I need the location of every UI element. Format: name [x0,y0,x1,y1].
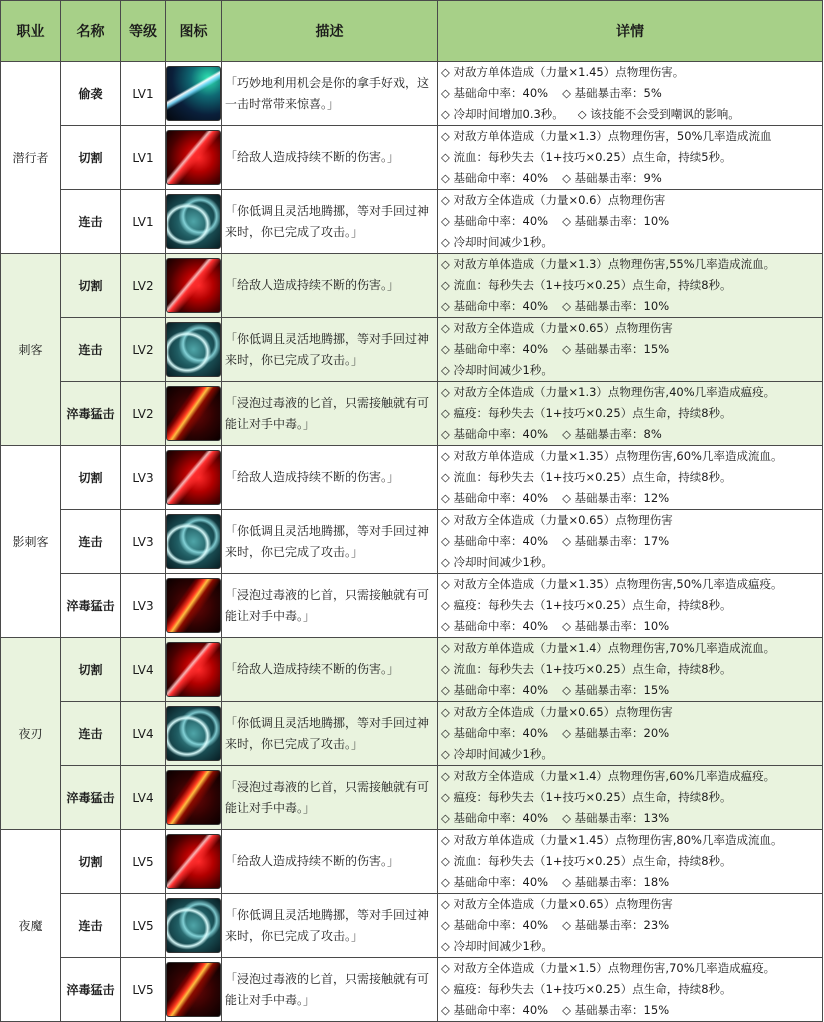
skill-level: LV4 [121,766,166,830]
detail-text: ◇ 基础命中率：40% [441,342,549,356]
table-row [1,574,823,638]
table-row [1,190,823,254]
table-row [1,958,823,1022]
skill-name: 切割 [61,254,121,318]
job-cell: 夜刃 [1,638,61,830]
detail-text: ◇ 冷却时间减少1秒。 [441,235,553,249]
detail-text: ◇ 流血：每秒失去（1+技巧×0.25）点生命，持续8秒。 [441,278,732,292]
skill-details [438,894,823,958]
skill-name: 淬毒猛击 [61,766,121,830]
detail-text: ◇ 瘟疫：每秒失去（1+技巧×0.25）点生命，持续8秒。 [441,406,732,420]
combo-icon [166,514,221,569]
skill-description: 「你低调且灵活地腾挪，等对手回过神来时，你已完成了攻击。」 [222,894,438,958]
detail-text-secondary: ◇ 基础暴击率：15% [562,1003,670,1017]
detail-text: ◇ 流血：每秒失去（1+技巧×0.25）点生命，持续8秒。 [441,470,732,484]
detail-line [441,851,819,872]
detail-line [441,595,819,616]
skill-level: LV3 [121,510,166,574]
detail-line [441,510,819,531]
detail-line [441,147,819,168]
detail-text: ◇ 基础命中率：40% [441,86,549,100]
detail-text: ◇ 流血：每秒失去（1+技巧×0.25）点生命，持续8秒。 [441,662,732,676]
detail-line [441,382,819,403]
skill-description: 「浸泡过毒液的匕首，只需接触就有可能让对手中毒。」 [222,958,438,1022]
detail-line [441,830,819,851]
detail-line [441,296,819,317]
detail-text: ◇ 基础命中率：40% [441,534,549,548]
skill-description: 「你低调且灵活地腾挪，等对手回过神来时，你已完成了攻击。」 [222,318,438,382]
skill-name: 连击 [61,190,121,254]
table-row [1,830,823,894]
header-row [1,1,823,62]
detail-line [441,979,819,1000]
detail-line [441,168,819,189]
detail-text: ◇ 基础命中率：40% [441,726,549,740]
skill-name: 淬毒猛击 [61,958,121,1022]
header-details: 详情 [438,1,823,62]
detail-line [441,936,819,957]
detail-line [441,126,819,147]
skill-description: 「巧妙地利用机会是你的拿手好戏，这一击时常带来惊喜。」 [222,62,438,126]
detail-line [441,62,819,83]
table-row [1,62,823,126]
skill-name: 连击 [61,702,121,766]
skill-level: LV4 [121,638,166,702]
detail-line [441,424,819,445]
detail-text: ◇ 对敌方全体造成（力量×0.6）点物理伤害 [441,193,666,207]
detail-line [441,211,819,232]
skill-description: 「给敌人造成持续不断的伤害。」 [222,126,438,190]
detail-text: ◇ 基础命中率：40% [441,811,549,825]
detail-text: ◇ 对敌方单体造成（力量×1.35）点物理伤害,60%几率造成流血。 [441,449,783,463]
job-cell: 影刺客 [1,446,61,638]
skill-level: LV4 [121,702,166,766]
skill-level: LV1 [121,62,166,126]
skill-details [438,126,823,190]
icon-cell [166,126,222,190]
poison-strike-icon [166,578,221,633]
skill-level: LV3 [121,574,166,638]
table-row [1,702,823,766]
detail-text: ◇ 对敌方单体造成（力量×1.45）点物理伤害。 [441,65,685,79]
combo-icon [166,706,221,761]
cut-icon [166,834,221,889]
detail-text: ◇ 基础命中率：40% [441,491,549,505]
table-row [1,766,823,830]
skill-name: 切割 [61,446,121,510]
combo-icon [166,194,221,249]
detail-text: ◇ 对敌方单体造成（力量×1.45）点物理伤害,80%几率造成流血。 [441,833,783,847]
detail-text: ◇ 基础命中率：40% [441,1003,549,1017]
detail-text: ◇ 冷却时间减少1秒。 [441,555,553,569]
detail-text: ◇ 基础命中率：40% [441,171,549,185]
detail-line [441,1000,819,1021]
skill-details [438,510,823,574]
detail-line [441,488,819,509]
skill-level: LV1 [121,126,166,190]
detail-line [441,616,819,637]
icon-cell [166,766,222,830]
detail-text: ◇ 瘟疫：每秒失去（1+技巧×0.25）点生命，持续8秒。 [441,598,732,612]
combo-icon [166,322,221,377]
table-row [1,254,823,318]
skill-description: 「你低调且灵活地腾挪，等对手回过神来时，你已完成了攻击。」 [222,510,438,574]
detail-text: ◇ 对敌方全体造成（力量×0.65）点物理伤害 [441,705,673,719]
detail-text-secondary: ◇ 基础暴击率：13% [562,811,670,825]
skill-description: 「浸泡过毒液的匕首，只需接触就有可能让对手中毒。」 [222,574,438,638]
icon-cell [166,190,222,254]
detail-text: ◇ 冷却时间增加0.3秒。 [441,107,564,121]
skill-level: LV5 [121,958,166,1022]
skill-details [438,190,823,254]
icon-cell [166,702,222,766]
skill-name: 淬毒猛击 [61,382,121,446]
detail-line [441,254,819,275]
detail-line [441,275,819,296]
detail-text: ◇ 基础命中率：40% [441,619,549,633]
detail-line [441,894,819,915]
skill-name: 切割 [61,126,121,190]
skill-details [438,382,823,446]
detail-text: ◇ 对敌方全体造成（力量×1.4）点物理伤害,60%几率造成瘟疫。 [441,769,776,783]
detail-line [441,339,819,360]
poison-strike-icon [166,962,221,1017]
detail-line [441,766,819,787]
skill-name: 切割 [61,830,121,894]
detail-line [441,680,819,701]
detail-line [441,808,819,829]
table-row [1,126,823,190]
cut-icon [166,258,221,313]
detail-text-secondary: ◇ 基础暴击率：20% [562,726,670,740]
poison-strike-icon [166,386,221,441]
icon-cell [166,254,222,318]
detail-line [441,318,819,339]
skill-details [438,702,823,766]
detail-text: ◇ 流血：每秒失去（1+技巧×0.25）点生命，持续8秒。 [441,854,732,868]
detail-text: ◇ 基础命中率：40% [441,683,549,697]
combo-icon [166,898,221,953]
skill-details [438,766,823,830]
detail-text: ◇ 瘟疫：每秒失去（1+技巧×0.25）点生命，持续8秒。 [441,982,732,996]
detail-text-secondary: ◇ 基础暴击率：10% [562,299,670,313]
skill-level: LV2 [121,318,166,382]
detail-text-secondary: ◇ 基础暴击率：15% [562,683,670,697]
detail-text-secondary: ◇ 该技能不会受到嘲讽的影响。 [577,107,740,121]
detail-text: ◇ 对敌方全体造成（力量×1.5）点物理伤害,70%几率造成瘟疫。 [441,961,776,975]
icon-cell [166,894,222,958]
icon-cell [166,382,222,446]
table-row [1,382,823,446]
detail-line [441,744,819,765]
detail-text-secondary: ◇ 基础暴击率：18% [562,875,670,889]
skill-description: 「给敌人造成持续不断的伤害。」 [222,830,438,894]
detail-line [441,403,819,424]
icon-cell [166,830,222,894]
skill-description: 「给敌人造成持续不断的伤害。」 [222,638,438,702]
detail-text: ◇ 对敌方单体造成（力量×1.4）点物理伤害,70%几率造成流血。 [441,641,776,655]
detail-text-secondary: ◇ 基础暴击率：10% [562,214,670,228]
detail-text-secondary: ◇ 基础暴击率：17% [562,534,670,548]
skill-details [438,318,823,382]
detail-text: ◇ 冷却时间减少1秒。 [441,363,553,377]
detail-line [441,467,819,488]
cut-icon [166,450,221,505]
job-cell: 潜行者 [1,62,61,254]
icon-cell [166,574,222,638]
detail-text: ◇ 瘟疫：每秒失去（1+技巧×0.25）点生命，持续8秒。 [441,790,732,804]
detail-line [441,659,819,680]
detail-line [441,360,819,381]
detail-text-secondary: ◇ 基础暴击率：23% [562,918,670,932]
detail-line [441,787,819,808]
detail-line [441,915,819,936]
detail-text: ◇ 基础命中率：40% [441,427,549,441]
table-row [1,638,823,702]
detail-line [441,232,819,253]
skill-details [438,574,823,638]
table-row [1,446,823,510]
icon-cell [166,62,222,126]
detail-text: ◇ 流血：每秒失去（1+技巧×0.25）点生命，持续5秒。 [441,150,732,164]
detail-line [441,83,819,104]
table-row [1,318,823,382]
skill-name: 切割 [61,638,121,702]
header-icon: 图标 [166,1,222,62]
icon-cell [166,638,222,702]
skill-name: 淬毒猛击 [61,574,121,638]
detail-line [441,638,819,659]
detail-line [441,446,819,467]
icon-cell [166,958,222,1022]
detail-line [441,958,819,979]
detail-line [441,723,819,744]
skill-details [438,446,823,510]
detail-text-secondary: ◇ 基础暴击率：12% [562,491,670,505]
skill-details [438,62,823,126]
detail-text-secondary: ◇ 基础暴击率：9% [562,171,662,185]
skill-description: 「你低调且灵活地腾挪，等对手回过神来时，你已完成了攻击。」 [222,190,438,254]
detail-line [441,190,819,211]
table-row [1,510,823,574]
detail-text: ◇ 对敌方全体造成（力量×0.65）点物理伤害 [441,321,673,335]
skill-level: LV3 [121,446,166,510]
detail-text: ◇ 对敌方全体造成（力量×1.35）点物理伤害,50%几率造成瘟疫。 [441,577,783,591]
skill-description: 「你低调且灵活地腾挪，等对手回过神来时，你已完成了攻击。」 [222,702,438,766]
detail-text: ◇ 对敌方全体造成（力量×1.3）点物理伤害,40%几率造成瘟疫。 [441,385,776,399]
cut-icon [166,130,221,185]
detail-text: ◇ 对敌方全体造成（力量×0.65）点物理伤害 [441,897,673,911]
detail-line [441,702,819,723]
detail-text-secondary: ◇ 基础暴击率：15% [562,342,670,356]
detail-text: ◇ 对敌方单体造成（力量×1.3）点物理伤害，50%几率造成流血 [441,129,772,143]
header-job: 职业 [1,1,61,62]
sneak-attack-icon [166,66,221,121]
cut-icon [166,642,221,697]
skill-description: 「给敌人造成持续不断的伤害。」 [222,254,438,318]
skill-level: LV2 [121,382,166,446]
detail-text: ◇ 基础命中率：40% [441,875,549,889]
skill-level: LV5 [121,830,166,894]
detail-line [441,531,819,552]
detail-line [441,872,819,893]
detail-text: ◇ 对敌方单体造成（力量×1.3）点物理伤害,55%几率造成流血。 [441,257,776,271]
skill-details [438,254,823,318]
detail-text: ◇ 基础命中率：40% [441,918,549,932]
detail-text: ◇ 冷却时间减少1秒。 [441,747,553,761]
skill-level: LV2 [121,254,166,318]
detail-text-secondary: ◇ 基础暴击率：8% [562,427,662,441]
detail-text-secondary: ◇ 基础暴击率：10% [562,619,670,633]
job-cell: 刺客 [1,254,61,446]
skill-description: 「浸泡过毒液的匕首，只需接触就有可能让对手中毒。」 [222,766,438,830]
detail-line [441,104,819,125]
skill-details [438,958,823,1022]
detail-text: ◇ 冷却时间减少1秒。 [441,939,553,953]
skill-level: LV5 [121,894,166,958]
poison-strike-icon [166,770,221,825]
detail-line [441,552,819,573]
skill-name: 连击 [61,894,121,958]
skill-name: 偷袭 [61,62,121,126]
skill-details [438,638,823,702]
header-name: 名称 [61,1,121,62]
skill-name: 连击 [61,510,121,574]
detail-line [441,574,819,595]
icon-cell [166,318,222,382]
job-cell: 夜魔 [1,830,61,1022]
detail-text: ◇ 基础命中率：40% [441,214,549,228]
icon-cell [166,446,222,510]
table-row [1,894,823,958]
detail-text: ◇ 基础命中率：40% [441,299,549,313]
detail-text-secondary: ◇ 基础暴击率：5% [562,86,662,100]
skill-details [438,830,823,894]
icon-cell [166,510,222,574]
skill-level: LV1 [121,190,166,254]
skill-name: 连击 [61,318,121,382]
skill-description: 「浸泡过毒液的匕首，只需接触就有可能让对手中毒。」 [222,382,438,446]
header-level: 等级 [121,1,166,62]
header-description: 描述 [222,1,438,62]
skill-description: 「给敌人造成持续不断的伤害。」 [222,446,438,510]
detail-text: ◇ 对敌方全体造成（力量×0.65）点物理伤害 [441,513,673,527]
